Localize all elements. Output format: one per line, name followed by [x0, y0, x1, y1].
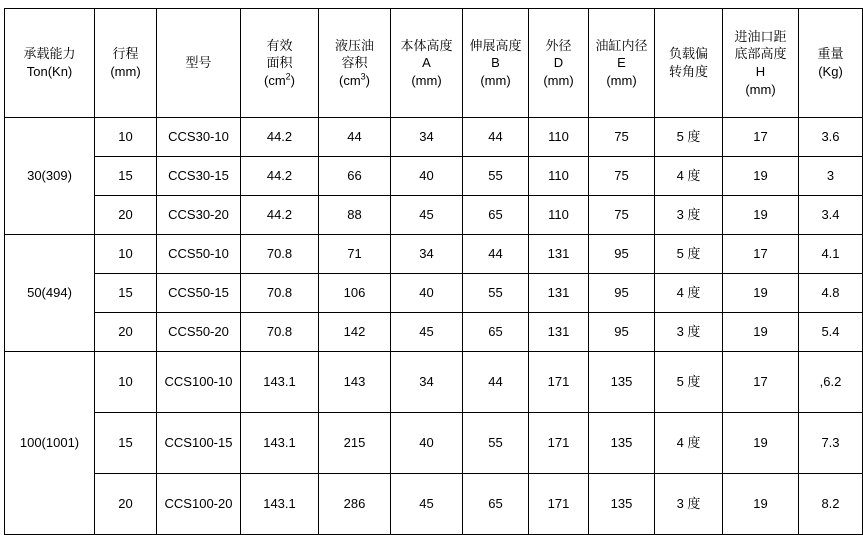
cell-inner-diameter: 75 — [589, 196, 655, 235]
header-line: 本体高度 — [400, 37, 453, 53]
cell-model: CCS30-20 — [157, 196, 241, 235]
header-row — [5, 9, 863, 118]
group-capacity-cell: 100(1001) — [5, 352, 95, 535]
cell-outer-diameter: 171 — [529, 474, 589, 535]
cell-weight: 3.4 — [799, 196, 863, 235]
header-line: 有效 — [266, 37, 293, 53]
cell-load-angle: 5 度 — [655, 352, 723, 413]
cell-body-height: 45 — [391, 313, 463, 352]
table-row — [5, 274, 863, 313]
table-body — [5, 118, 863, 535]
header-line: 转角度 — [668, 64, 708, 79]
cell-effective-area: 44.2 — [241, 157, 319, 196]
header-line: (mm) — [606, 72, 637, 88]
cell-extended-height: 65 — [463, 196, 529, 235]
cell-model: CCS30-15 — [157, 157, 241, 196]
table-row — [5, 235, 863, 274]
cell-port-height: 19 — [723, 313, 799, 352]
header-line: A — [422, 55, 431, 71]
cell-stroke: 15 — [95, 157, 157, 196]
cell-port-height: 19 — [723, 157, 799, 196]
cell-port-height: 19 — [723, 413, 799, 474]
header-cell-extended-height — [463, 9, 529, 118]
cell-oil-volume: 66 — [319, 157, 391, 196]
cell-weight: 4.8 — [799, 274, 863, 313]
cell-oil-volume: 71 — [319, 235, 391, 274]
header-line: E — [617, 55, 626, 71]
cell-extended-height: 55 — [463, 157, 529, 196]
cell-load-angle: 5 度 — [655, 235, 723, 274]
header-cell-load-angle — [655, 9, 723, 118]
cell-port-height: 17 — [723, 118, 799, 157]
cell-stroke: 20 — [95, 196, 157, 235]
table-row — [5, 118, 863, 157]
header-line: 负载偏 — [668, 46, 708, 62]
cell-model: CCS50-10 — [157, 235, 241, 274]
cell-port-height: 17 — [723, 235, 799, 274]
cell-effective-area: 70.8 — [241, 235, 319, 274]
cell-outer-diameter: 110 — [529, 118, 589, 157]
cell-stroke: 10 — [95, 235, 157, 274]
cell-stroke: 20 — [95, 313, 157, 352]
header-cell-inner-diameter — [589, 9, 655, 118]
cell-weight: 3 — [799, 157, 863, 196]
cell-weight: 5.4 — [799, 313, 863, 352]
cell-outer-diameter: 110 — [529, 196, 589, 235]
table-row — [5, 413, 863, 474]
cell-model: CCS50-20 — [157, 313, 241, 352]
cell-stroke: 15 — [95, 413, 157, 474]
cell-oil-volume: 143 — [319, 352, 391, 413]
cell-outer-diameter: 131 — [529, 313, 589, 352]
header-line: (Kg) — [818, 64, 843, 79]
cell-inner-diameter: 135 — [589, 352, 655, 413]
cell-extended-height: 55 — [463, 413, 529, 474]
cell-outer-diameter: 131 — [529, 235, 589, 274]
cell-body-height: 40 — [391, 274, 463, 313]
cell-load-angle: 4 度 — [655, 157, 723, 196]
cell-effective-area: 70.8 — [241, 313, 319, 352]
header-line: Ton(Kn) — [26, 64, 73, 79]
cell-port-height: 17 — [723, 352, 799, 413]
header-line-unit: $(cm^3)$ — [338, 71, 371, 88]
header-line: (mm) — [110, 64, 141, 79]
table-row — [5, 352, 863, 413]
cell-effective-area: 44.2 — [241, 196, 319, 235]
header-cell-weight — [799, 9, 863, 118]
cell-inner-diameter: 135 — [589, 413, 655, 474]
cell-effective-area: 143.1 — [241, 352, 319, 413]
cell-effective-area: 70.8 — [241, 274, 319, 313]
header-cell-model — [157, 9, 241, 118]
cell-model: CCS100-10 — [157, 352, 241, 413]
cell-port-height: 19 — [723, 196, 799, 235]
cell-body-height: 45 — [391, 474, 463, 535]
cell-body-height: 40 — [391, 413, 463, 474]
cell-load-angle: 5 度 — [655, 118, 723, 157]
cell-model: CCS50-15 — [157, 274, 241, 313]
cell-port-height: 19 — [723, 274, 799, 313]
header-cell-outer-diameter — [529, 9, 589, 118]
cell-effective-area: 143.1 — [241, 413, 319, 474]
cell-stroke: 15 — [95, 274, 157, 313]
table-row — [5, 474, 863, 535]
header-line: D — [553, 55, 564, 71]
cell-outer-diameter: 171 — [529, 352, 589, 413]
header-line: (mm) — [543, 72, 574, 88]
cell-weight: 4.1 — [799, 235, 863, 274]
header-line: (mm) — [480, 72, 511, 88]
cell-body-height: 40 — [391, 157, 463, 196]
cell-inner-diameter: 135 — [589, 474, 655, 535]
header-line: 型号 — [185, 55, 212, 71]
header-line: 容积 — [341, 55, 368, 71]
header-line: 承载能力 — [23, 46, 76, 62]
cell-inner-diameter: 75 — [589, 157, 655, 196]
cell-model: CCS30-10 — [157, 118, 241, 157]
cell-load-angle: 3 度 — [655, 313, 723, 352]
header-line: (mm) — [411, 72, 442, 88]
header-line: 外径 — [545, 37, 572, 53]
cell-outer-diameter: 171 — [529, 413, 589, 474]
header-line: 伸展高度 — [469, 37, 522, 53]
cell-oil-volume: 142 — [319, 313, 391, 352]
cell-weight: 3.6 — [799, 118, 863, 157]
group-capacity-cell: 30(309) — [5, 118, 95, 235]
cell-stroke: 10 — [95, 352, 157, 413]
header-cell-body-height — [391, 9, 463, 118]
header-cell-stroke — [95, 9, 157, 118]
table-header — [5, 9, 863, 118]
table-row — [5, 196, 863, 235]
header-line: 重量 — [817, 46, 844, 62]
cell-outer-diameter: 110 — [529, 157, 589, 196]
cell-oil-volume: 215 — [319, 413, 391, 474]
cell-body-height: 34 — [391, 235, 463, 274]
header-cell-port-height — [723, 9, 799, 118]
header-line: 进油口距 — [734, 28, 787, 44]
cell-extended-height: 44 — [463, 235, 529, 274]
cell-outer-diameter: 131 — [529, 274, 589, 313]
header-cell-capacity — [5, 9, 95, 118]
header-cell-oil-volume — [319, 9, 391, 118]
cell-effective-area: 143.1 — [241, 474, 319, 535]
cell-extended-height: 65 — [463, 313, 529, 352]
header-line-unit: $(cm^2)$ — [263, 71, 296, 88]
header-line: 液压油 — [334, 37, 374, 53]
cell-model: CCS100-15 — [157, 413, 241, 474]
cell-body-height: 34 — [391, 352, 463, 413]
cell-inner-diameter: 95 — [589, 235, 655, 274]
cell-load-angle: 3 度 — [655, 474, 723, 535]
cell-load-angle: 4 度 — [655, 274, 723, 313]
header-line: 底部高度 — [734, 46, 787, 62]
header-line: (mm) — [745, 81, 776, 97]
header-line: B — [491, 55, 500, 71]
cell-inner-diameter: 95 — [589, 274, 655, 313]
table-row — [5, 313, 863, 352]
cell-body-height: 34 — [391, 118, 463, 157]
specification-table — [4, 8, 863, 535]
header-line: H — [755, 64, 766, 79]
cell-model: CCS100-20 — [157, 474, 241, 535]
cell-effective-area: 44.2 — [241, 118, 319, 157]
cell-oil-volume: 44 — [319, 118, 391, 157]
cell-weight: ,6.2 — [799, 352, 863, 413]
cell-oil-volume: 106 — [319, 274, 391, 313]
cell-load-angle: 4 度 — [655, 413, 723, 474]
cell-weight: 8.2 — [799, 474, 863, 535]
table-row — [5, 157, 863, 196]
cell-oil-volume: 88 — [319, 196, 391, 235]
cell-extended-height: 65 — [463, 474, 529, 535]
cell-port-height: 19 — [723, 474, 799, 535]
cell-body-height: 45 — [391, 196, 463, 235]
header-line: 油缸内径 — [595, 37, 648, 53]
cell-weight: 7.3 — [799, 413, 863, 474]
header-line: 面积 — [266, 55, 293, 71]
header-cell-effective-area — [241, 9, 319, 118]
cell-extended-height: 44 — [463, 352, 529, 413]
cell-stroke: 10 — [95, 118, 157, 157]
cell-load-angle: 3 度 — [655, 196, 723, 235]
group-capacity-cell: 50(494) — [5, 235, 95, 352]
cell-inner-diameter: 95 — [589, 313, 655, 352]
header-line: 行程 — [112, 46, 139, 62]
cell-extended-height: 55 — [463, 274, 529, 313]
cell-extended-height: 44 — [463, 118, 529, 157]
cell-inner-diameter: 75 — [589, 118, 655, 157]
cell-stroke: 20 — [95, 474, 157, 535]
cell-oil-volume: 286 — [319, 474, 391, 535]
